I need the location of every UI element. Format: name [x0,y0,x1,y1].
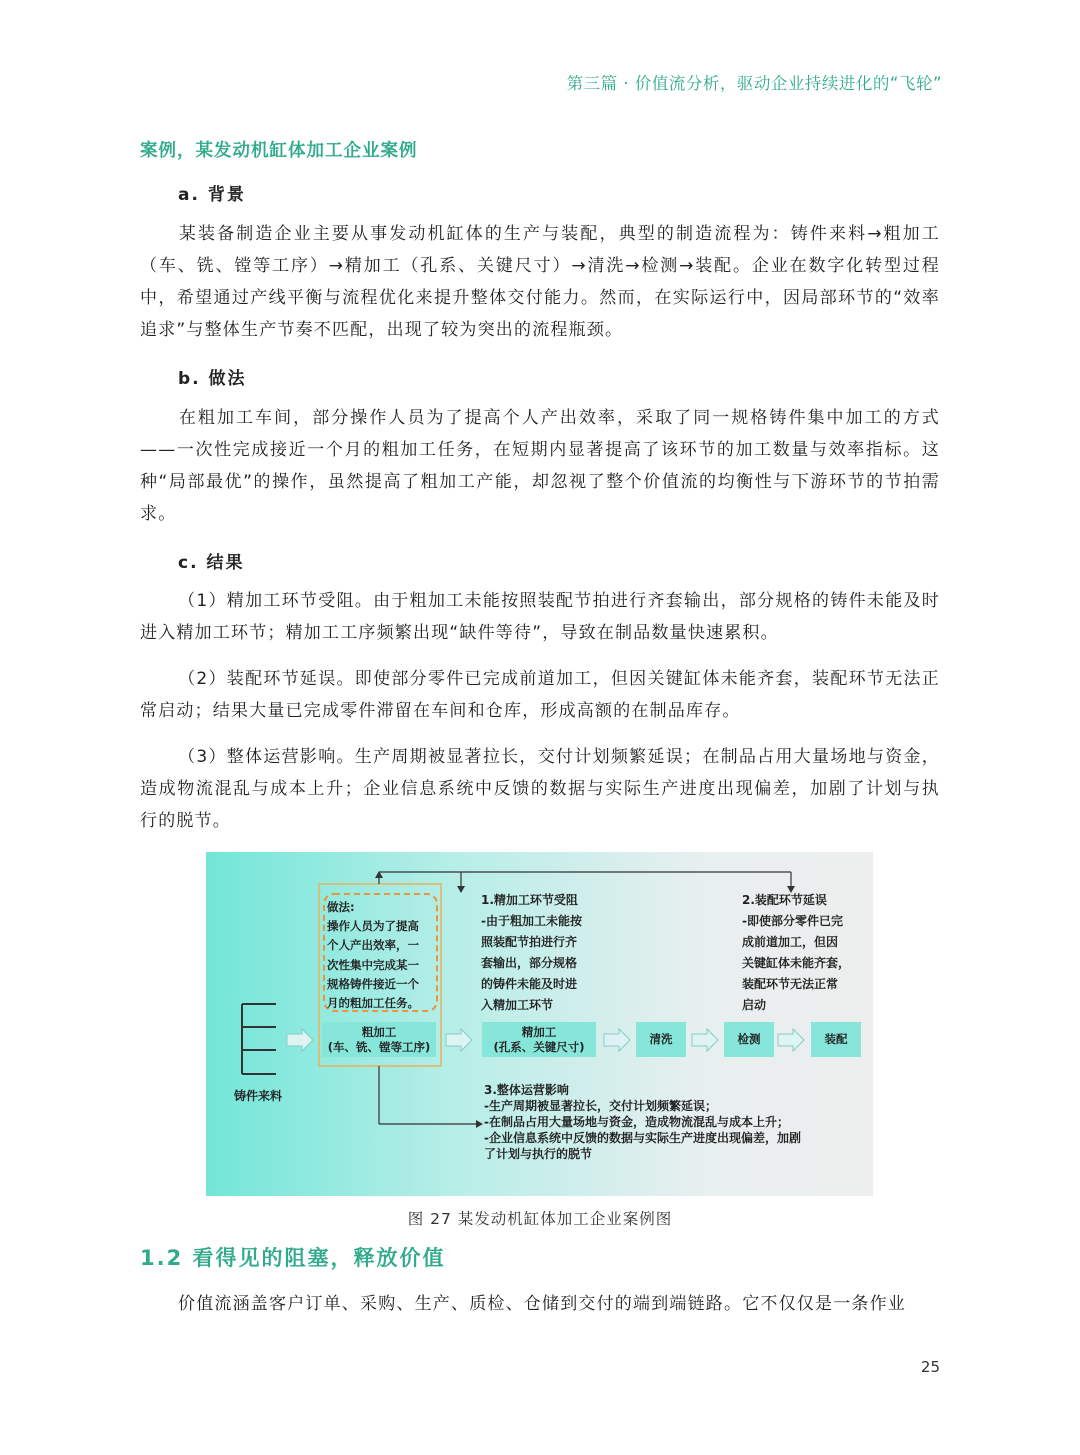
issue-2-box: 2.装配环节延误 -即使部分零件已完 成前道加工，但因 关键缸体未能齐套， 装配环节无法正常 启动 [742,893,851,1012]
issue-3-box: 3.整体运营影响 -生产周期被显著拉长，交付计划频繁延误； -在制品占用大量场地与资金，造成物流混乱与成本上升； -企业信息系统中反馈的数据与实际生产进度出现偏差，加剧 了计划与执行的脱节 [484,1083,801,1161]
process-cleaning: 清洗 [636,1022,686,1057]
page-number: 25 [920,1358,940,1376]
background-heading: a. 背景 [178,185,246,205]
result-item-2: （2）装配环节延误。即使部分零件已完成前道加工，但因关键缸体未能齐套，装配环节无法正常启动；结果大量已完成零件滞留在车间和仓库，形成高额的在制品库存。 [140,669,940,721]
process-rough-machining: 粗加工 (车、铣、镗等工序) [322,1022,436,1057]
figure-caption: 图 27 某发动机缸体加工企业案例图 [407,1210,673,1228]
result-item-3: （3）整体运营影响。生产周期被显著拉长，交付计划频繁延误；在制品占用大量场地与资金，造成物流混乱与成本上升；企业信息系统中反馈的数据与实际生产进度出现偏差，加剧了计划与执行的脱节。 [140,747,940,831]
source-label: 铸件来料 [234,1089,283,1103]
result-heading: c. 结果 [178,553,245,573]
issue-1-box: 1.精加工环节受阻 -由于粗加工未能按 照装配节拍进行齐 套输出，部分规格 的铸件未能及时进 入精加工环节 [481,893,582,1012]
section-paragraph [140,1288,940,1320]
background-paragraph [140,218,940,346]
section-text: 价值流涵盖客户订单、采购、生产、质检、仓储到交付的端到端链路。它不仅仅是一条作业 [178,1294,906,1314]
background-text: 某装备制造企业主要从事发动机缸体的生产与装配，典型的制造流程为：铸件来料→粗加工（车、铣、镗等工序）→精加工（孔系、关键尺寸）→清洗→检测→装配。企业在数字化转型过程中，希望通过产线平衡与流程优化来提升整体交付能力。然而，在实际运行中，因局部环节的“效率追求”与整体生产节奏不匹配，出现了较为突出的流程瓶颈。 [140,224,940,340]
section-heading: 1.2 看得见的阻塞，释放价值 [140,1246,446,1270]
process-assembly: 装配 [811,1022,861,1057]
method-heading: b. 做法 [178,369,247,389]
method-paragraph [140,402,940,530]
process-fine-machining: 精加工 (孔系、关键尺寸) [482,1022,596,1057]
method-text: 在粗加工车间，部分操作人员为了提高个人产出效率，采取了同一规格铸件集中加工的方式——一次性完成接近一个月的粗加工任务，在短期内显著提高了该环节的加工数量与效率指标。这种“局部最优”的操作，虽然提高了粗加工产能，却忽视了整个价值流的均衡性与下游环节的节拍需求。 [140,408,940,524]
running-header: 第三篇 · 价值流分析，驱动企业持续进化的“飞轮” [566,74,942,93]
case-diagram [206,852,873,1196]
result-item-1: （1）精加工环节受阻。由于粗加工未能按照装配节拍进行齐套输出，部分规格的铸件未能及时进入精加工环节；精加工工序频繁出现“缺件等待”，导致在制品数量快速累积。 [140,591,940,643]
case-title: 案例，某发动机缸体加工企业案例 [140,141,418,161]
process-inspection: 检测 [724,1022,774,1057]
method-box: 做法: 操作人员为了提高 个人产出效率，一 次性集中完成某一 规格铸件接近一个 月的粗加工任务。 [327,900,419,1011]
